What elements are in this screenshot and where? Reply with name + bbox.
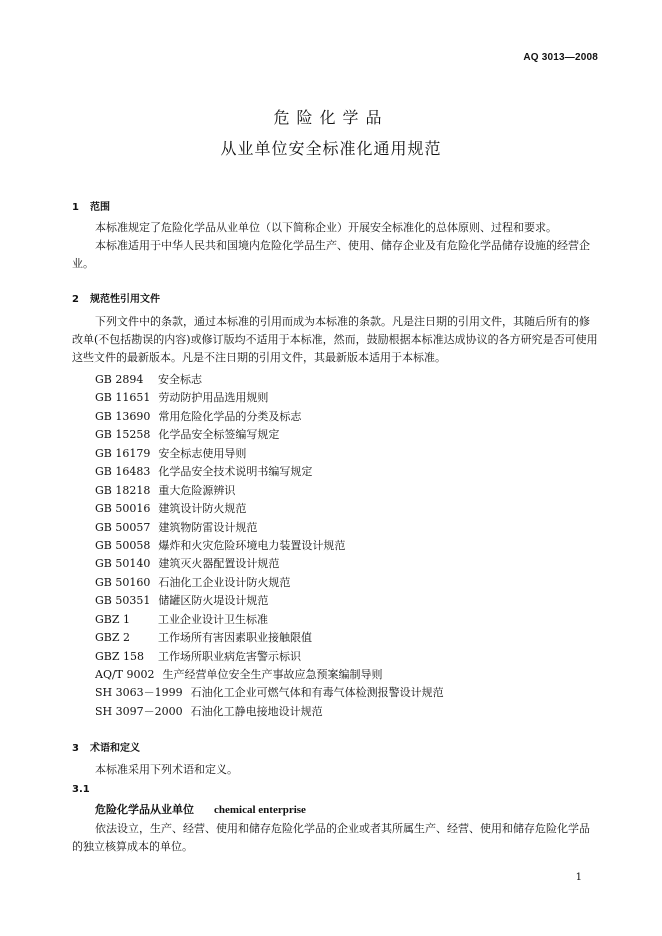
reference-code: SH 3063－1999	[95, 686, 183, 700]
list-item	[95, 611, 444, 629]
list-item	[95, 666, 444, 684]
reference-title: 劳动防护用品选用规则	[158, 391, 269, 405]
term-chinese: 危险化学品从业单位	[95, 803, 194, 816]
page-number: 1	[575, 872, 582, 883]
list-item	[95, 482, 444, 500]
reference-title: 化学品安全技术说明书编写规定	[158, 465, 313, 479]
reference-code: GB 50351	[95, 594, 151, 608]
reference-code: GB 16179	[95, 446, 151, 460]
reference-title: 工作场所有害因素职业接触限值	[158, 631, 312, 645]
list-item	[95, 408, 444, 426]
reference-title: 化学品安全标签编写规定	[158, 428, 280, 442]
list-item	[95, 426, 444, 444]
section-heading-scope	[72, 198, 110, 213]
document-code: AQ 3013—2008	[523, 52, 598, 63]
reference-title: 建筑物防雷设计规范	[158, 520, 258, 534]
reference-title: 常用危险化学品的分类及标志	[158, 409, 302, 423]
section-title: 范围	[90, 202, 110, 213]
reference-title: 工业企业设计卫生标准	[158, 612, 268, 626]
list-item	[95, 519, 444, 537]
section-number: 1	[72, 202, 79, 213]
reference-code: AQ/T 9002	[95, 668, 155, 681]
term-heading	[95, 801, 306, 817]
reference-code: GB 50057	[95, 520, 151, 534]
reference-title: 石油化工企业可燃气体和有毒气体检测报警设计规范	[190, 686, 444, 700]
reference-title: 生产经营单位安全生产事故应急预案编制导则	[162, 668, 383, 681]
list-item	[95, 500, 444, 518]
list-item	[95, 463, 444, 481]
list-item	[95, 629, 444, 647]
list-item	[95, 371, 444, 389]
reference-code: GB 18218	[95, 483, 151, 497]
reference-code: GB 50016	[95, 502, 151, 516]
reference-code: GB 15258	[95, 428, 151, 442]
scope-paragraph-2: 本标准适用于中华人民共和国境内危险化学品生产、使用、储存企业及有危险化学品储存设施的经营企业。	[72, 239, 590, 270]
reference-code: GB 13690	[95, 409, 151, 423]
reference-code: GB 11651	[95, 391, 151, 405]
list-item	[95, 648, 444, 666]
section-heading-definitions	[72, 739, 140, 754]
reference-code: GB 50140	[95, 557, 151, 571]
section-heading-references	[72, 290, 160, 305]
term-number: 3.1	[72, 784, 90, 795]
reference-title: 储罐区防火堤设计规范	[158, 594, 269, 608]
term-definition: 依法设立，生产、经营、使用和储存危险化学品的企业或者其所属生产、经营、使用和储存危险化学品的独立核算成本的单位。	[72, 822, 590, 853]
reference-code: GBZ 1	[95, 612, 131, 626]
section-number: 2	[72, 294, 79, 305]
list-item	[95, 574, 444, 592]
list-item	[95, 445, 444, 463]
reference-code: GBZ 158	[95, 649, 145, 663]
list-item	[95, 389, 444, 407]
section-title: 规范性引用文件	[90, 294, 160, 305]
reference-title: 石油化工企业设计防火规范	[158, 575, 291, 589]
list-item	[95, 555, 444, 573]
list-item	[95, 703, 444, 721]
list-item	[95, 684, 444, 702]
reference-code: GB 2894	[95, 373, 144, 386]
reference-code: GB 50160	[95, 575, 151, 589]
page-subtitle: 从业单位安全标准化通用规范	[220, 139, 442, 158]
term-english: chemical enterprise	[214, 804, 306, 816]
reference-code: GBZ 2	[95, 631, 131, 645]
page-title: 危险化学品	[273, 108, 389, 127]
reference-title: 安全标志	[158, 373, 202, 386]
scope-paragraph-1: 本标准规定了危险化学品从业单位（以下简称企业）开展安全标准化的总体原则、过程和要求。	[95, 221, 557, 234]
reference-list	[95, 371, 444, 721]
reference-title: 爆炸和火灾危险环境电力装置设计规范	[158, 538, 346, 552]
reference-title: 安全标志使用导则	[158, 446, 247, 460]
list-item	[95, 592, 444, 610]
section-title: 术语和定义	[90, 743, 140, 754]
list-item	[95, 537, 444, 555]
reference-code: GB 50058	[95, 538, 151, 552]
references-intro: 下列文件中的条款，通过本标准的引用而成为本标准的条款。凡是注日期的引用文件，其随后所有的修改单(不包括勘误的内容)或修订版均不适用于本标准，然而，鼓励根据本标准达成协议的各方研究是否可使用这些文件的最新版本。凡是不注日期的引用文件，其最新版本适用于本标准。	[72, 315, 598, 364]
reference-code: SH 3097－2000	[95, 704, 183, 718]
reference-title: 石油化工静电接地设计规范	[190, 704, 323, 718]
reference-title: 重大危险源辨识	[158, 483, 236, 497]
section-number: 3	[72, 743, 79, 754]
reference-code: GB 16483	[95, 465, 151, 479]
reference-title: 建筑设计防火规范	[158, 502, 247, 516]
reference-title: 建筑灭火器配置设计规范	[158, 557, 280, 571]
definitions-intro: 本标准采用下列术语和定义。	[95, 763, 238, 776]
reference-title: 工作场所职业病危害警示标识	[158, 649, 301, 663]
